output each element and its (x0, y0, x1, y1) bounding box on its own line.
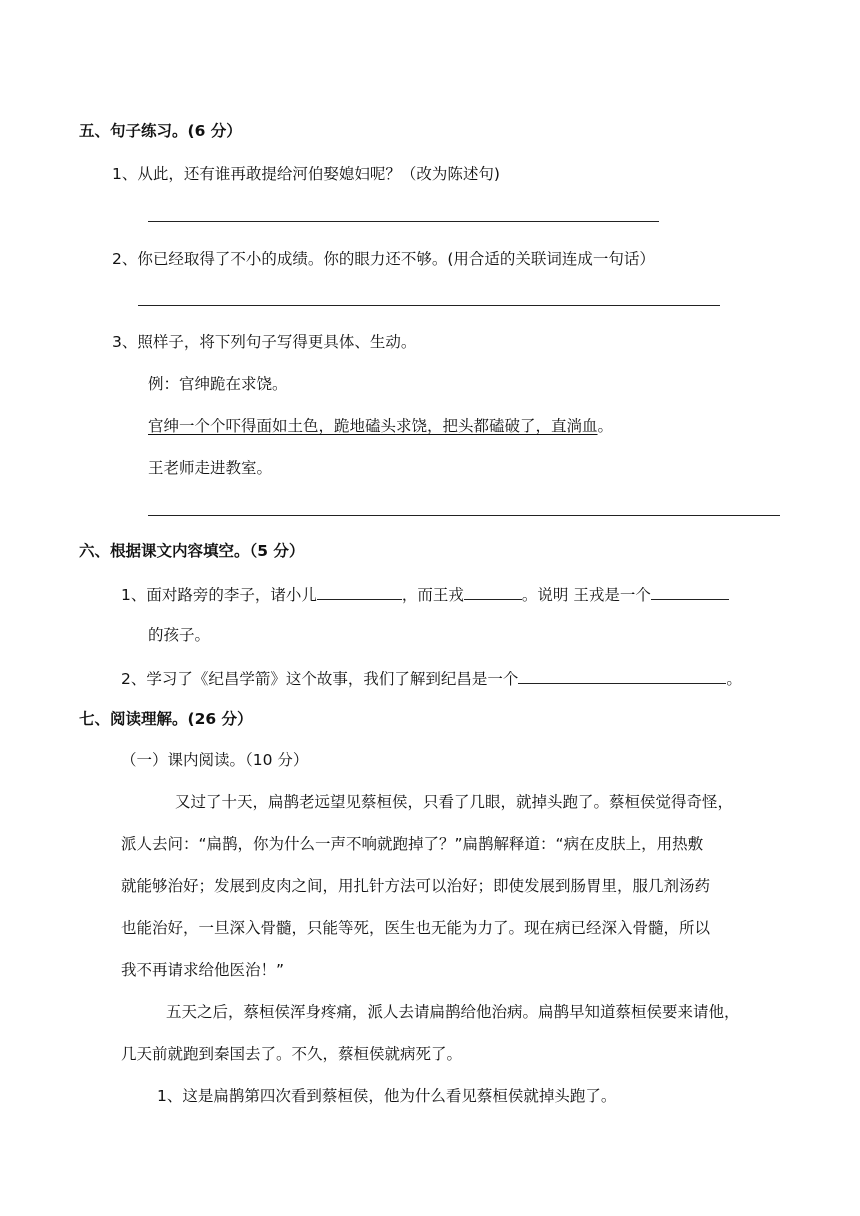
example-answer-end: 。 (597, 417, 614, 435)
section7-title: 七、阅读理解。(26 分） (79, 710, 253, 728)
blank-s6-q2[interactable] (518, 667, 726, 684)
section6-question-2 (121, 667, 742, 689)
s6-q2-end: 。 (726, 670, 742, 688)
s6-q1-part1: 1、面对路旁的李子，诸小儿 (121, 586, 317, 604)
answer-line-s5-q3[interactable] (148, 515, 780, 516)
section5-question-2: 2、你已经取得了不小的成绩。你的眼力还不够。(用合适的关联词连成一句话） (112, 250, 655, 268)
s6-q1-part3: 。说明 王戎是一个 (521, 586, 651, 604)
s6-q2-part1: 2、学习了《纪昌学箭》这个故事，我们了解到纪昌是一个 (121, 670, 519, 688)
passage-line: 我不再请求给他医治！” (121, 961, 285, 979)
answer-line-s5-q1[interactable] (148, 221, 659, 222)
example-answer (148, 416, 613, 436)
blank-s6-q1-b[interactable] (464, 583, 522, 600)
s6-q1-part2: ，而王戎 (401, 586, 464, 604)
section7-question-1: 1、这是扁鹊第四次看到蔡桓侯，他为什么看见蔡桓侯就掉头跑了。 (157, 1087, 617, 1105)
section6-question-1 (121, 583, 729, 605)
section5-question-3: 3、照样子，将下列句子写得更具体、生动。 (112, 333, 417, 351)
passage-line: 又过了十天，扁鹊老远望见蔡桓侯，只看了几眼，就掉头跑了。蔡桓侯觉得奇怪， (175, 793, 734, 811)
blank-s6-q1-a[interactable] (317, 583, 402, 600)
answer-line-s5-q2[interactable] (138, 305, 720, 306)
passage-line: 五天之后，蔡桓侯浑身疼痛，派人去请扁鹊给他治病。扁鹊早知道蔡桓侯要来请他， (166, 1003, 740, 1021)
passage-line: 就能够治好；发展到皮肉之间，用扎针方法可以治好；即使发展到肠胃里，服几剂汤药 (121, 877, 711, 895)
example-label: 例：官绅跪在求饶。 (148, 375, 288, 393)
section5-question-1: 1、从此，还有谁再敢提给河伯娶媳妇呢？（改为陈述句) (112, 165, 500, 183)
passage-line: 也能治好，一旦深入骨髓，只能等死，医生也无能为力了。现在病已经深入骨髓，所以 (121, 919, 711, 937)
example-answer-underlined: 官绅一个个吓得面如土色，跪地磕头求饶，把头都磕破了，直淌血 (148, 417, 598, 435)
blank-s6-q1-c[interactable] (651, 583, 729, 600)
passage-line: 几天前就跑到秦国去了。不久，蔡桓侯就病死了。 (121, 1045, 463, 1063)
section5-title: 五、句子练习。(6 分） (79, 122, 242, 140)
section6-question-1-continued: 的孩子。 (148, 626, 211, 644)
section7-subtitle-1: （一）课内阅读。（10 分） (121, 751, 309, 769)
task-sentence: 王老师走进教室。 (148, 459, 273, 477)
passage-line: 派人去问：“扁鹊，你为什么一声不响就跑掉了？”扁鹊解释道：“病在皮肤上，用热敷 (121, 835, 704, 853)
section6-title: 六、根据课文内容填空。（5 分） (79, 542, 305, 560)
